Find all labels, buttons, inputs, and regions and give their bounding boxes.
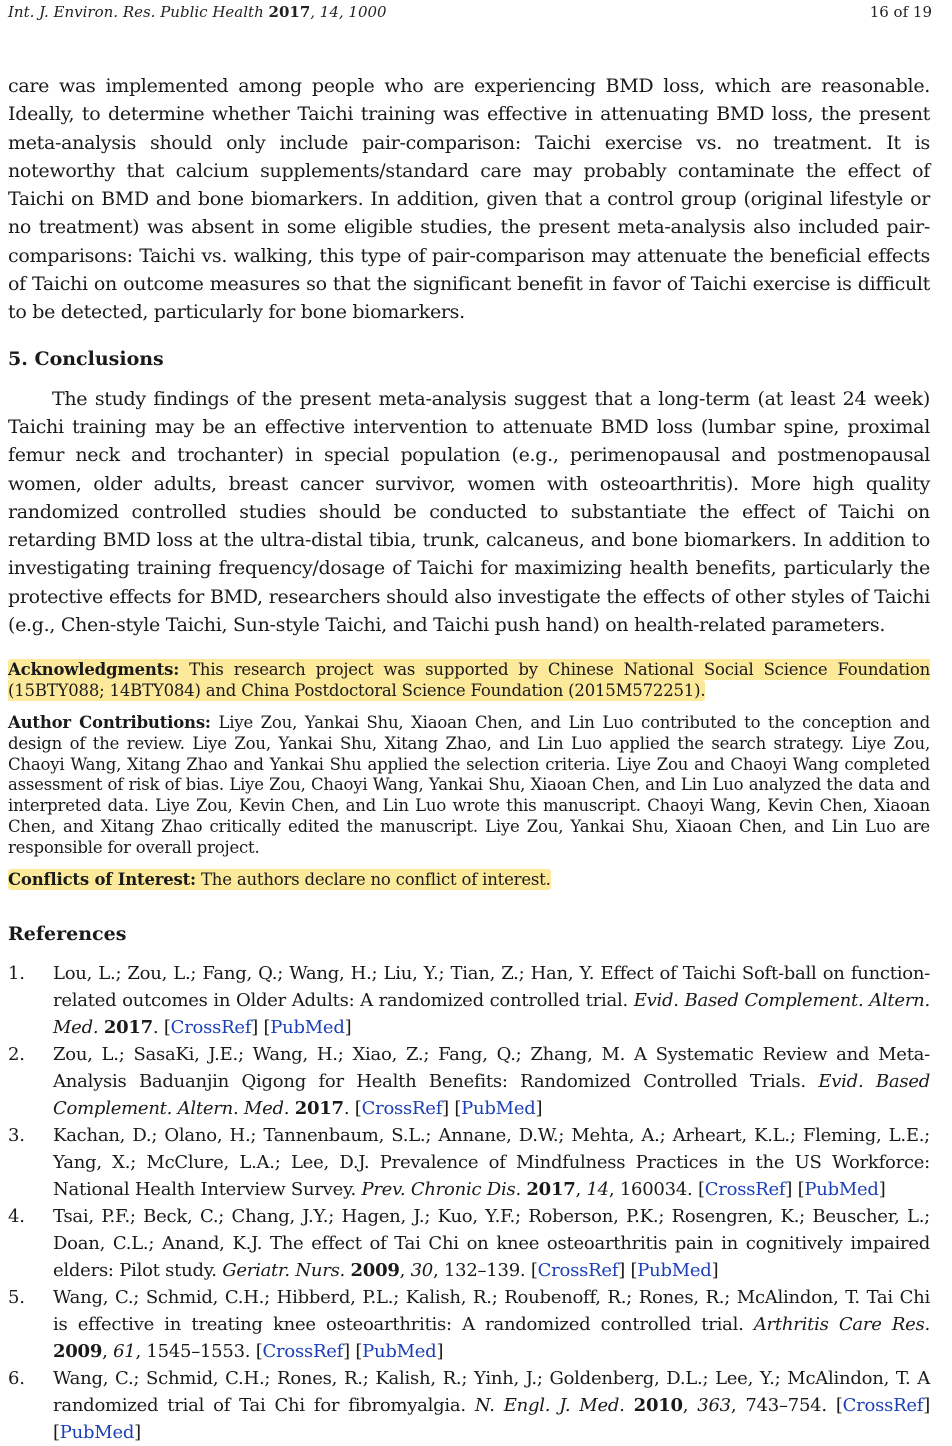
pubmed-link[interactable]: PubMed (362, 1341, 437, 1363)
reference-authors-title: Zou, L.; SasaKi, J.E.; Wang, H.; Xiao, Z.; Fang, Q.; Zhang, M. A Systematic Review and Meta-Analysis Baduanjin Qigong for Health Benefits: Randomized Controlled Trials. (53, 1044, 930, 1093)
reference-number: 3. (8, 1125, 25, 1147)
reference-pages: , 743–754. (730, 1395, 827, 1417)
reference-number: 4. (8, 1206, 25, 1228)
reference-pages: , 132–139. (432, 1260, 526, 1282)
reference-year: 2017 (294, 1098, 344, 1120)
reference-year: 2017 (526, 1179, 576, 1201)
references-list (8, 960, 930, 1446)
reference-item: 3. Kachan, D.; Olano, H.; Tannenbaum, S.L.; Annane, D.W.; Mehta, A.; Arheart, K.L.; Fleming, L.E.; Yang, X.; McClure, L.A.; Lee, D.J. Prevalence of Mindfulness Practices in the US Workforce: National Health Interview Survey. Prev. Chronic Dis. 2017, 14, 160034. [CrossRef] [PubMed] (8, 1122, 930, 1203)
reference-number: 5. (8, 1287, 25, 1309)
pubmed-link[interactable]: PubMed (804, 1179, 879, 1201)
reference-journal: Geriatr. Nurs. (222, 1260, 346, 1282)
reference-number: 6. (8, 1368, 25, 1390)
reference-authors-title: Lou, L.; Zou, L.; Fang, Q.; Wang, H.; Liu, Y.; Tian, Z.; Han, Y. Effect of Taichi Soft-ball on function-related outcomes in Older Adults: A randomized controlled trial. (53, 963, 930, 1012)
reference-journal: Prev. Chronic Dis. (361, 1179, 521, 1201)
reference-volume: 61 (113, 1341, 136, 1363)
reference-item: 2. Zou, L.; SasaKi, J.E.; Wang, H.; Xiao, Z.; Fang, Q.; Zhang, M. A Systematic Review and Meta-Analysis Baduanjin Qigong for Health Benefits: Randomized Controlled Trials. Evid. Based Complement. Altern. Med. 2017. [CrossRef] [PubMed] (8, 1041, 930, 1122)
reference-item: 1. Lou, L.; Zou, L.; Fang, Q.; Wang, H.; Liu, Y.; Tian, Z.; Han, Y. Effect of Taichi Soft-ball on function-related outcomes in Older Adults: A randomized controlled trial. Evid. Based Complement. Altern. Med. 2017. [CrossRef] [PubMed] (8, 960, 930, 1041)
reference-number: 2. (8, 1044, 25, 1066)
crossref-link[interactable]: CrossRef (262, 1341, 344, 1363)
reference-year: 2017 (103, 1017, 153, 1039)
reference-item: 6. Wang, C.; Schmid, C.H.; Rones, R.; Kalish, R.; Yinh, J.; Goldenberg, D.L.; Lee, Y.; McAlindon, T. A randomized trial of Tai Chi for fibromyalgia. N. Engl. J. Med. 2010, 363, 743–754. [CrossRef] [PubMed] (8, 1365, 930, 1446)
pubmed-link[interactable]: PubMed (637, 1260, 712, 1282)
conclusions-paragraph: The study findings of the present meta-analysis suggest that a long-term (at least 24 week) Taichi training may be an effective intervention to attenuate BMD loss (lumbar spine, proximal femur neck and trochanter) in special population (e.g., perimenopausal and postmenopausal women, older adults, breast cancer survivor, women with osteoarthritis). More high quality randomized controlled studies should be conducted to substantiate the effect of Taichi on retarding BMD loss at the ultra-distal tibia, trunk, calcaneus, and bone biomarkers. In addition to investigating training frequency/dosage of Taichi for maximizing health benefits, particularly the protective effects for BMD, researchers should also investigate the effects of other styles of Taichi (e.g., Chen-style Taichi, Sun-style Taichi, and Taichi push hand) on health-related parameters. (8, 387, 930, 637)
pubmed-link[interactable]: PubMed (461, 1098, 536, 1120)
reference-item: 5. Wang, C.; Schmid, C.H.; Hibberd, P.L.; Kalish, R.; Roubenoff, R.; Rones, R.; McAlindon, T. Tai Chi is effective in treating knee osteoarthritis: A randomized controlled trial. Arthritis Care Res. 2009, 61, 1545–1553. [CrossRef] [PubMed] (8, 1284, 930, 1365)
reference-journal: Arthritis Care Res. (753, 1314, 931, 1336)
reference-number: 1. (8, 963, 25, 985)
reference-item: 4. Tsai, P.F.; Beck, C.; Chang, J.Y.; Hagen, J.; Kuo, Y.F.; Roberson, P.K.; Rosengren, K.; Beuscher, L.; Doan, C.L.; Anand, K.J. The effect of Tai Chi on knee osteoarthritis pain in cognitively impaired elders: Pilot study. Geriatr. Nurs. 2009, 30, 132–139. [CrossRef] [PubMed] (8, 1203, 930, 1284)
reference-authors-title: Kachan, D.; Olano, H.; Tannenbaum, S.L.; Annane, D.W.; Mehta, A.; Arheart, K.L.; Fleming, L.E.; Yang, X.; McClure, L.A.; Lee, D.J. Prevalence of Mindfulness Practices in the US Workforce: National Health Interview Survey. (53, 1125, 930, 1201)
crossref-link[interactable]: CrossRef (842, 1395, 924, 1417)
crossref-link[interactable]: CrossRef (361, 1098, 443, 1120)
reference-year: 2009 (53, 1341, 103, 1363)
discussion-paragraph: care was implemented among people who are experiencing BMD loss, which are reasonable. Ideally, to determine whether Taichi training was effective in attenuating BMD loss, the present meta-analysis should only include pair-comparison: Taichi exercise vs. no treatment. It is noteworthy that calcium supplements/standard care may probably contaminate the effect of Taichi on BMD and bone biomarkers. In addition, given that a control group (original lifestyle or no treatment) was absent in some eligible studies, the present meta-analysis also included pair-comparisons: Taichi vs. walking, this type of pair-comparison may attenuate the beneficial effects of Taichi on outcome measures so that the significant benefit in favor of Taichi exercise is difficult to be detected, particularly for bone biomarkers. (8, 75, 930, 324)
reference-authors-title: Wang, C.; Schmid, C.H.; Rones, R.; Kalish, R.; Yinh, J.; Goldenberg, D.L.; Lee, Y.; McAlindon, T. A randomized trial of Tai Chi for fibromyalgia. (53, 1368, 930, 1417)
reference-journal: N. Engl. J. Med. (474, 1395, 625, 1417)
conflicts-of-interest: Conflicts of Interest: The authors declare no conflict of interest. (8, 869, 551, 889)
reference-volume: 30 (410, 1260, 433, 1282)
crossref-link[interactable]: CrossRef (537, 1260, 619, 1282)
reference-pages: . (152, 1017, 159, 1039)
journal-citation: Int. J. Environ. Res. Public Health 2017, 14, 1000 (8, 3, 387, 21)
crossref-link[interactable]: CrossRef (704, 1179, 786, 1201)
reference-volume: 14 (586, 1179, 609, 1201)
page-number: 16 of 19 (869, 3, 932, 21)
pubmed-link[interactable]: PubMed (270, 1017, 345, 1039)
reference-year: 2009 (350, 1260, 400, 1282)
reference-volume: 363 (697, 1395, 731, 1417)
reference-journal: Evid. Based Complement. Altern. Med. (53, 1071, 931, 1120)
reference-journal: Evid. Based Complement. Altern. Med. (53, 990, 930, 1039)
author-contributions: Author Contributions: Liye Zou, Yankai Shu, Xiaoan Chen, and Lin Luo contributed to the conception and design of the review. Liye Zou, Yankai Shu, Xitang Zhao, and Lin Luo applied the search strategy. Liye Zou, Chaoyi Wang, Xitang Zhao and Yankai Shu applied the selection criteria. Liye Zou and Chaoyi Wang completed assessment of risk of bias. Liye Zou, Chaoyi Wang, Yankai Shu, Xiaoan Chen, and Lin Luo analyzed the data and interpreted data. Liye Zou, Kevin Chen, and Lin Luo wrote this manuscript. Chaoyi Wang, Kevin Chen, Xiaoan Chen, and Xitang Zhao critically edited the manuscript. Liye Zou, Yankai Shu, Xiaoan Chen, and Lin Luo are responsible for overall project. (8, 712, 931, 857)
page-content (8, 72, 930, 1446)
reference-year: 2010 (633, 1395, 683, 1417)
reference-pages: , 1545–1553. (135, 1341, 251, 1363)
running-header (8, 3, 932, 21)
reference-pages: . (343, 1098, 350, 1120)
conclusions-heading: 5. Conclusions (8, 347, 164, 370)
reference-pages: , 160034. (608, 1179, 693, 1201)
acknowledgments: Acknowledgments: This research project was supported by Chinese National Social Science Foundation (15BTY088; 14BTY084) and China Postdoctoral Science Foundation (2015M572251). (8, 660, 931, 701)
crossref-link[interactable]: CrossRef (170, 1017, 252, 1039)
reference-authors-title: Wang, C.; Schmid, C.H.; Hibberd, P.L.; Kalish, R.; Roubenoff, R.; Rones, R.; McAlindon, T. Tai Chi is effective in treating knee osteoarthritis: A randomized controlled trial. (53, 1287, 930, 1336)
references-heading: References (8, 923, 127, 946)
pubmed-link[interactable]: PubMed (59, 1422, 135, 1444)
reference-authors-title: Tsai, P.F.; Beck, C.; Chang, J.Y.; Hagen, J.; Kuo, Y.F.; Roberson, P.K.; Rosengren, K.; Beuscher, L.; Doan, C.L.; Anand, K.J. The effect of Tai Chi on knee osteoarthritis pain in cognitively impaired elders: Pilot study. (53, 1206, 930, 1282)
